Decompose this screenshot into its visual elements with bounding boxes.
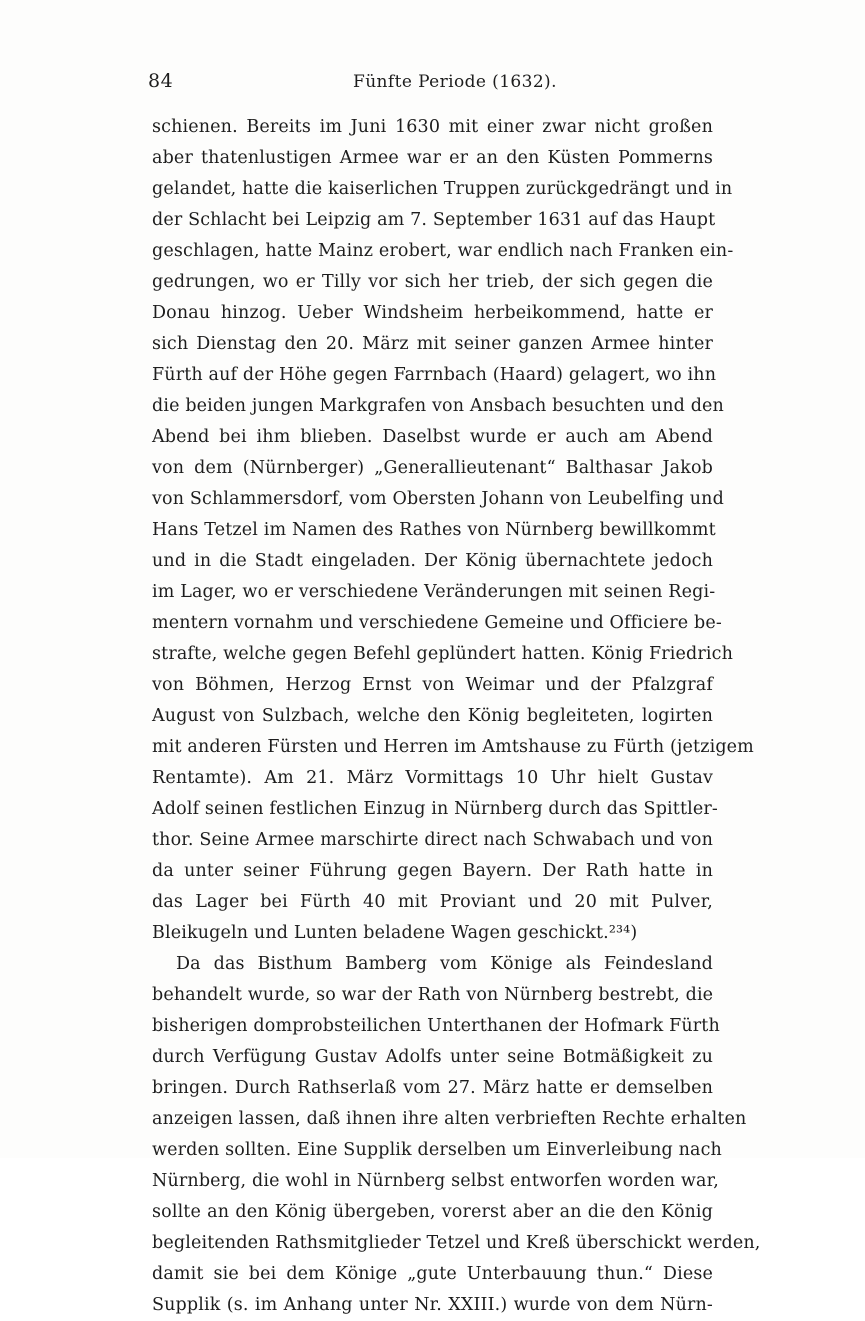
text-line: anzeigen lassen, daß ihnen ihre alten verbrieften Rechte erhalten — [152, 1109, 747, 1129]
text-line: bisherigen domprobsteilichen Unterthanen der Hofmark Fürth — [152, 1016, 720, 1036]
running-head: Fünfte Periode (1632). — [353, 72, 557, 92]
text-line: da unter seiner Führung gegen Bayern. Der Rath hatte in — [152, 861, 713, 881]
text-line: strafte, welche gegen Befehl geplündert hatten. König Friedrich — [152, 644, 734, 664]
text-line: durch Verfügung Gustav Adolfs unter seine Botmäßigkeit zu — [152, 1047, 713, 1067]
text-line: bringen. Durch Rathserlaß vom 27. März hatte er demselben — [152, 1078, 713, 1098]
text-line: mentern vornahm und verschiedene Gemeine und Officiere be- — [152, 613, 722, 633]
text-line: Donau hinzog. Ueber Windsheim herbeikommend, hatte er — [152, 303, 713, 323]
page-number: 84 — [148, 70, 174, 92]
text-line: Bleikugeln und Lunten beladene Wagen geschickt.²³⁴) — [152, 923, 638, 943]
page-header — [148, 70, 713, 100]
text-line: aber thatenlustigen Armee war er an den Küsten Pommerns — [152, 148, 713, 168]
body-text — [152, 112, 761, 1321]
text-line: geschlagen, hatte Mainz erobert, war endlich nach Franken ein- — [152, 241, 734, 261]
text-line: Abend bei ihm blieben. Daselbst wurde er auch am Abend — [152, 427, 713, 447]
text-line: Nürnberg, die wohl in Nürnberg selbst entworfen worden war, — [152, 1171, 719, 1191]
text-line: werden sollten. Eine Supplik derselben um Einverleibung nach — [152, 1140, 722, 1160]
text-line: der Schlacht bei Leipzig am 7. September 1631 auf das Haupt — [152, 210, 716, 230]
text-line: gelandet, hatte die kaiserlichen Truppen zurückgedrängt und in — [152, 179, 733, 199]
text-line: gedrungen, wo er Tilly vor sich her trieb, der sich gegen die — [152, 272, 713, 292]
text-line: von Schlammersdorf, vom Obersten Johann von Leubelfing und — [152, 489, 724, 509]
text-line: das Lager bei Fürth 40 mit Proviant und 20 mit Pulver, — [152, 892, 713, 912]
text-line: von Böhmen, Herzog Ernst von Weimar und der Pfalzgraf — [152, 675, 713, 695]
text-line: mit anderen Fürsten und Herren im Amtshause zu Fürth (jetzigem — [152, 737, 754, 757]
text-line: Rentamte). Am 21. März Vormittags 10 Uhr hielt Gustav — [152, 768, 713, 788]
text-line: und in die Stadt eingeladen. Der König übernachtete jedoch — [152, 551, 713, 571]
text-line: Adolf seinen festlichen Einzug in Nürnberg durch das Spittler- — [152, 799, 718, 819]
text-line: August von Sulzbach, welche den König begleiteten, logirten — [152, 706, 713, 726]
text-line: behandelt wurde, so war der Rath von Nürnberg bestrebt, die — [152, 985, 714, 1005]
text-line: von dem (Nürnberger) „Generallieutenant“ Balthasar Jakob — [152, 458, 713, 478]
text-line: begleitenden Rathsmitglieder Tetzel und Kreß überschickt werden, — [152, 1233, 761, 1253]
text-line: Fürth auf der Höhe gegen Farrnbach (Haard) gelagert, wo ihn — [152, 365, 717, 385]
text-line: damit sie bei dem Könige „gute Unterbauung thun.“ Diese — [152, 1264, 713, 1284]
text-line: thor. Seine Armee marschirte direct nach Schwabach und von — [152, 830, 713, 850]
text-line: im Lager, wo er verschiedene Veränderungen mit seinen Regi- — [152, 582, 716, 602]
text-line: Da das Bisthum Bamberg vom Könige als Feindesland — [176, 954, 713, 974]
text-line: Supplik (s. im Anhang unter Nr. XXIII.) wurde von dem Nürn- — [152, 1295, 713, 1315]
text-line: schienen. Bereits im Juni 1630 mit einer zwar nicht großen — [152, 117, 713, 137]
text-line: sich Dienstag den 20. März mit seiner ganzen Armee hinter — [152, 334, 713, 354]
text-line: sollte an den König übergeben, vorerst aber an die den König — [152, 1202, 713, 1222]
text-line: Hans Tetzel im Namen des Rathes von Nürnberg bewillkommt — [152, 520, 716, 540]
text-line: die beiden jungen Markgrafen von Ansbach besuchten und den — [152, 396, 724, 416]
